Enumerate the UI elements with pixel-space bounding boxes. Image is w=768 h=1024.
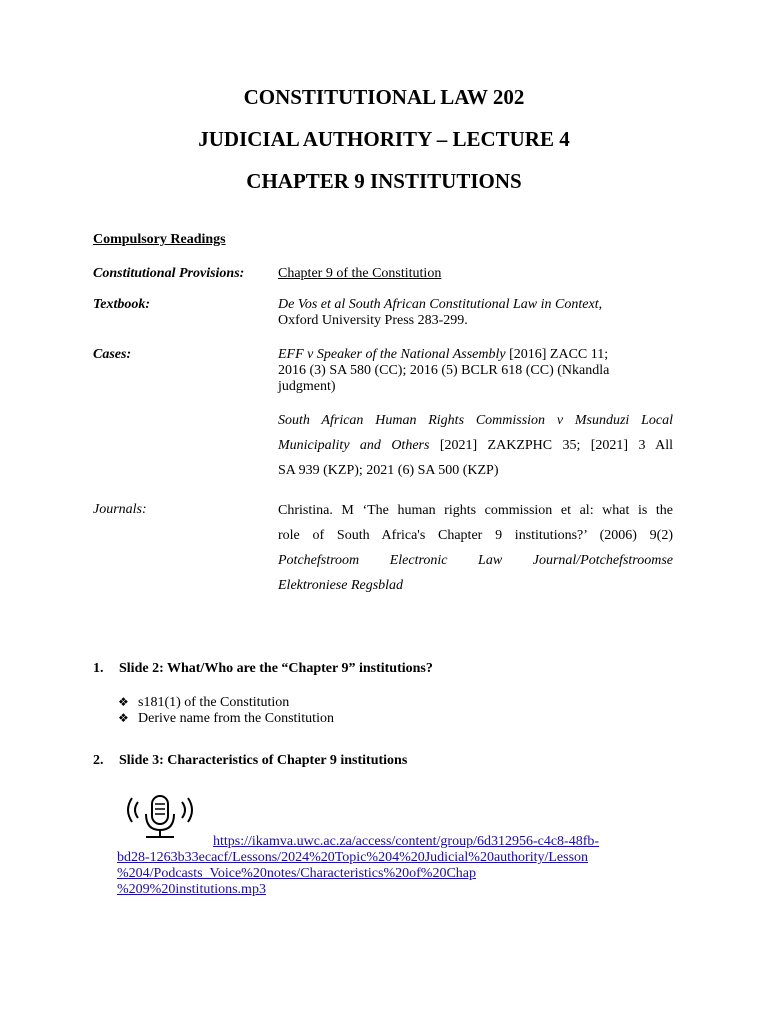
textbook-sep: , (598, 297, 603, 312)
title-block (0, 86, 768, 212)
section-2-number: 2. (93, 753, 104, 768)
journal-entry (278, 498, 673, 598)
case-2-line-1: South African Human Rights Commission v Msunduzi Local (278, 413, 673, 428)
list-item: ❖ s181(1) of the Constitution (118, 695, 290, 710)
journal-line-3: Potchefstroom Electronic Law Journal/Potchefstroomse (278, 553, 673, 568)
audio-link-block (117, 834, 657, 898)
case-1 (278, 347, 673, 395)
audio-link[interactable]: %209%20institutions.mp3 (117, 882, 266, 897)
section-1-heading (93, 661, 433, 677)
case-2-line-3: SA 939 (KZP); 2021 (6) SA 500 (KZP) (278, 463, 499, 478)
diamond-bullet-icon: ❖ (118, 711, 129, 725)
case-2-title: Municipality and Others (278, 438, 430, 453)
case-1-title: EFF v Speaker of the National Assembly (278, 347, 506, 362)
chapter-title: CHAPTER 9 INSTITUTIONS (246, 169, 522, 193)
list-item: ❖ Derive name from the Constitution (118, 711, 334, 726)
case-1-citation: [2016] ZACC 11; (505, 347, 609, 362)
journal-line-2: role of South Africa's Chapter 9 institutions?’ (2006) 9(2) (278, 528, 673, 543)
case-1-line-2: 2016 (3) SA 580 (CC); 2016 (5) BCLR 618 (CC) (Nkandla (278, 363, 610, 378)
textbook-publisher: Oxford University Press 283-299. (278, 313, 468, 328)
case-1-line-3: judgment) (278, 379, 336, 394)
section-1-title: Slide 2: What/Who are the “Chapter 9” institutions? (119, 661, 433, 676)
case-2-citation: [2021] ZAKZPHC 35; [2021] 3 All (429, 438, 673, 453)
diamond-bullet-icon: ❖ (118, 695, 129, 709)
lecture-title: JUDICIAL AUTHORITY – LECTURE 4 (198, 127, 570, 151)
textbook-value (278, 297, 673, 329)
journals-label: Journals: (93, 502, 147, 517)
audio-link[interactable]: %204/Podcasts_Voice%20notes/Characteristics%20of%20Chap (117, 866, 477, 881)
textbook-title: De Vos et al South African Constitutional Law in Context (278, 297, 599, 312)
audio-link[interactable]: https://ikamva.uwc.ac.za/access/content/group/6d312956-c4c8-48fb- (213, 834, 600, 849)
provisions-value: Chapter 9 of the Constitution (278, 266, 442, 281)
audio-link[interactable]: bd28-1263b33ecacf/Lessons/2024%20Topic%204%20Judicial%20authority/Lesson (117, 850, 589, 865)
section-2-title: Slide 3: Characteristics of Chapter 9 institutions (119, 753, 408, 768)
cases-label: Cases: (93, 347, 132, 362)
course-title: CONSTITUTIONAL LAW 202 (243, 85, 525, 109)
section-1-number: 1. (93, 661, 104, 676)
section-2-heading (93, 753, 407, 769)
textbook-label: Textbook: (93, 297, 151, 312)
journal-line-1: Christina. M ‘The human rights commission et al: what is the (278, 503, 673, 518)
readings-heading: Compulsory Readings (93, 232, 226, 247)
provisions-label: Constitutional Provisions: (93, 266, 245, 281)
journal-line-4: Elektroniese Regsblad (278, 578, 404, 593)
case-2 (278, 408, 673, 483)
